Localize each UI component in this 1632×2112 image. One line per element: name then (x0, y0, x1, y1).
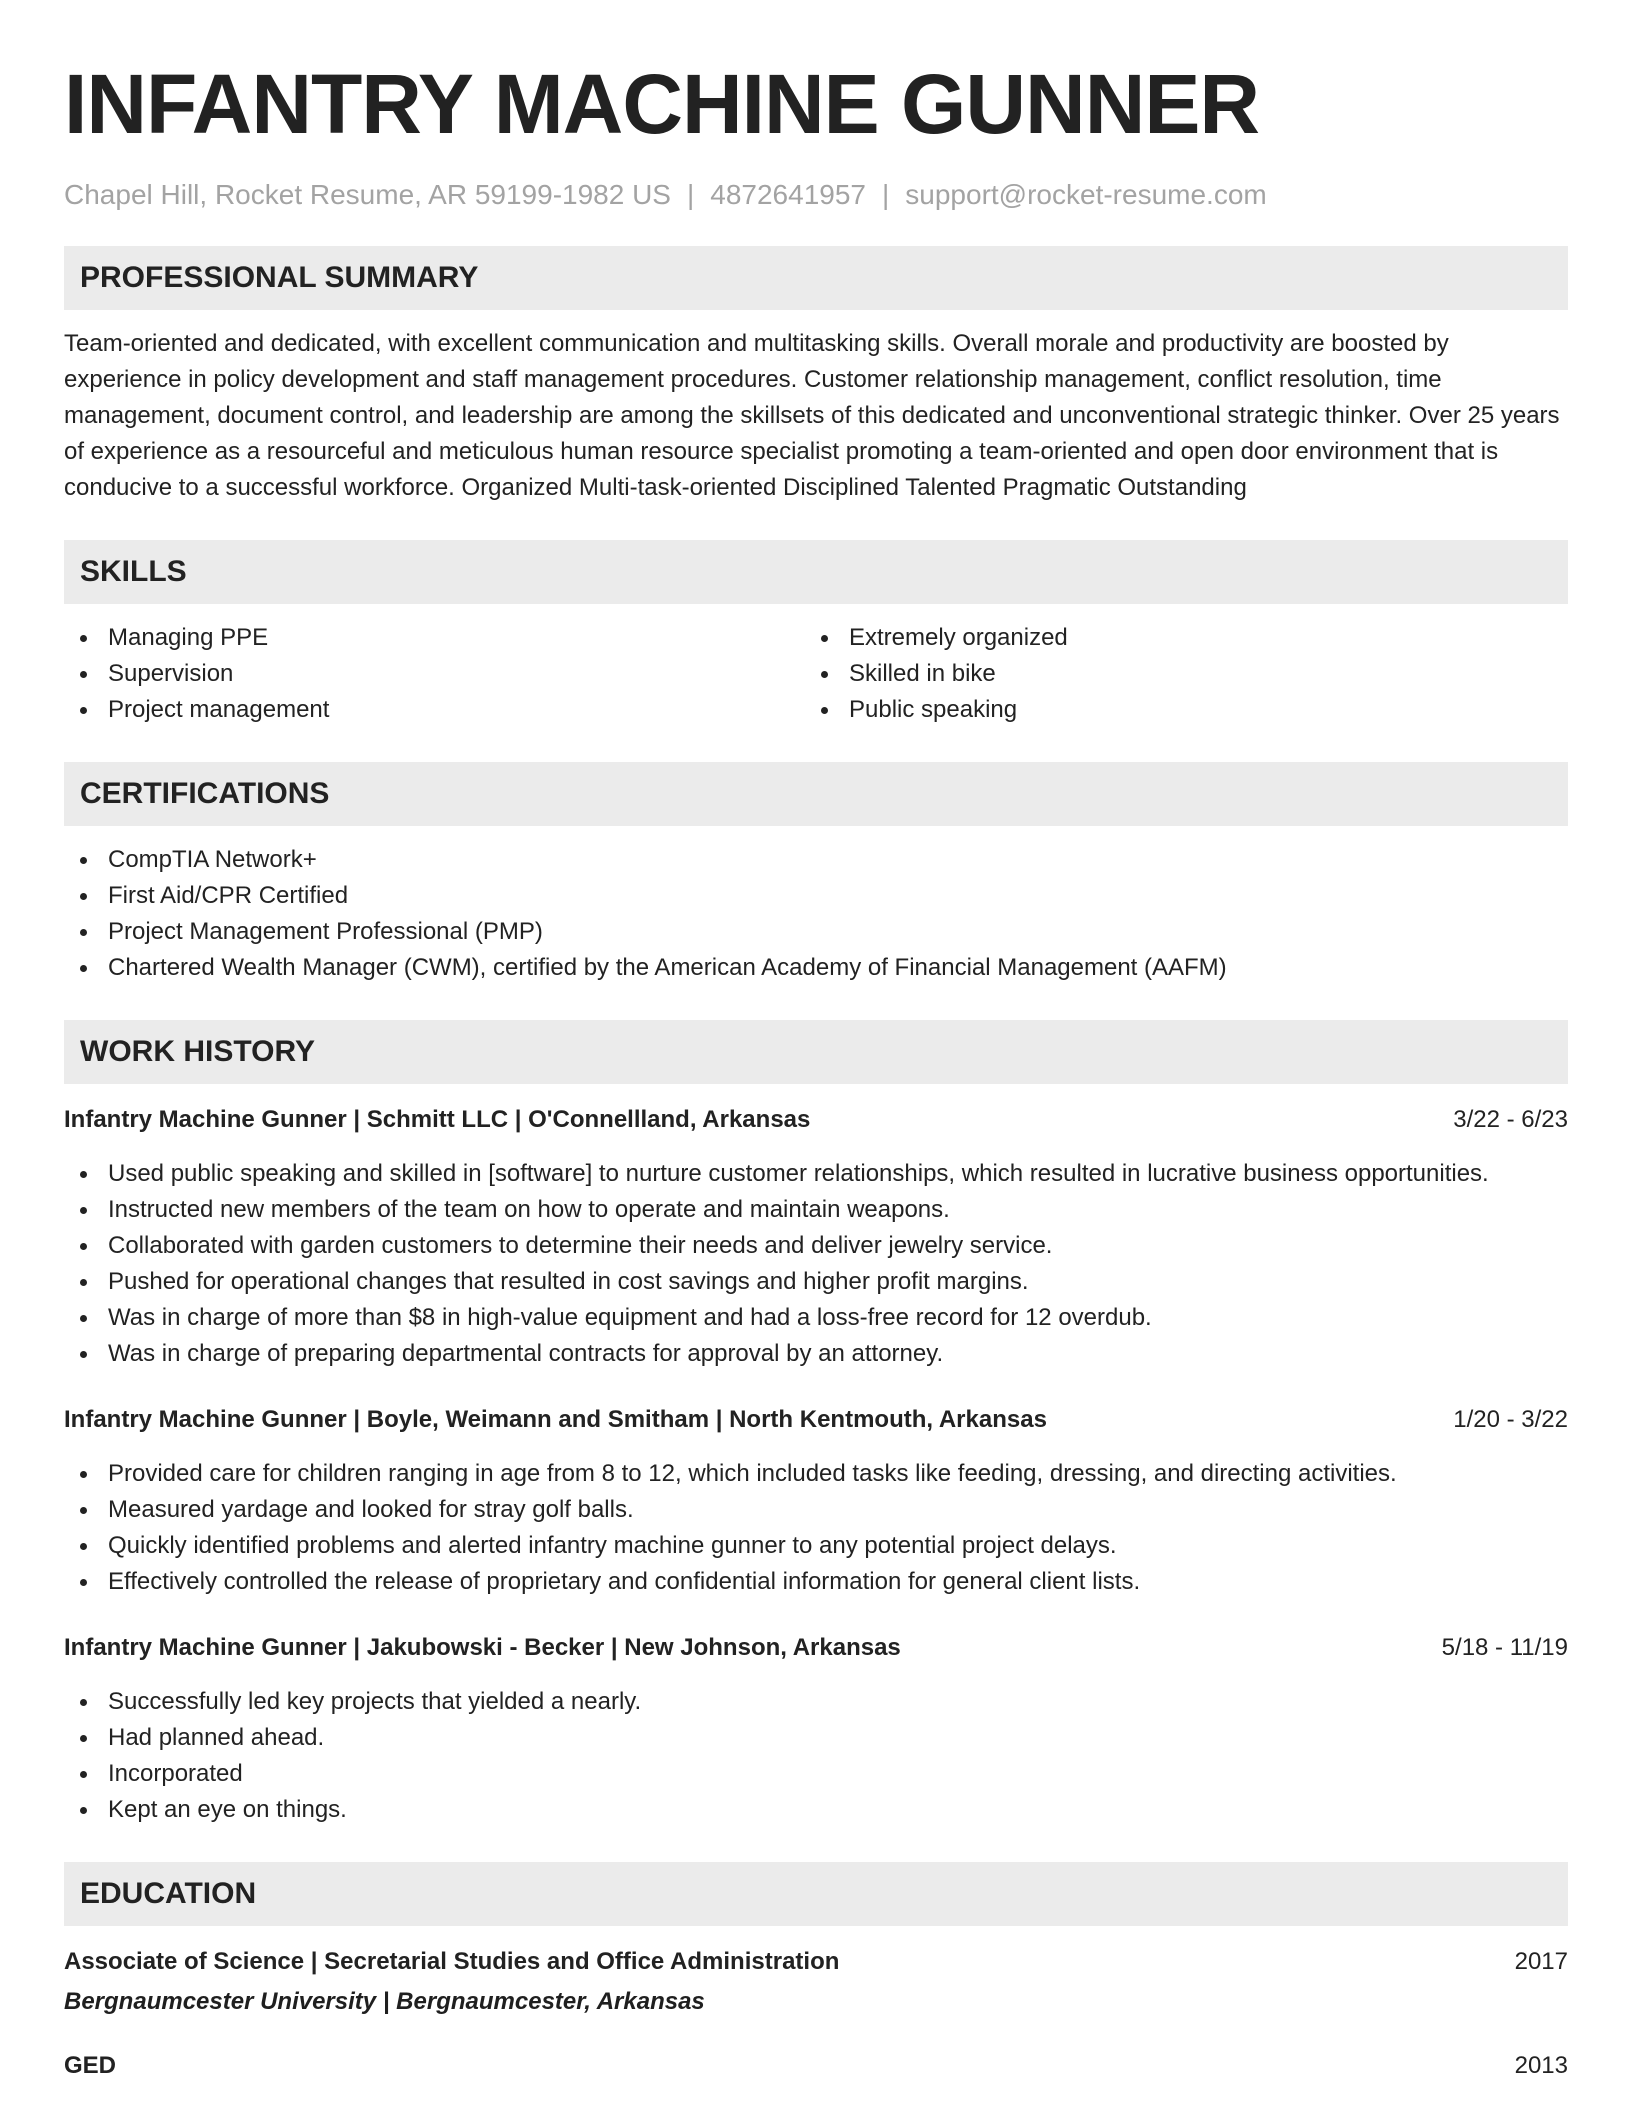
job-entry (64, 1102, 1568, 1372)
contact-email: support@rocket-resume.com (905, 179, 1267, 210)
education-header (64, 1944, 1568, 1980)
education-school: Bergnaumcester University | Bergnaumcester, Arkansas (64, 1988, 705, 2015)
certification-item: Project Management Professional (PMP) (64, 914, 1568, 950)
job-date: 5/18 - 11/19 (1441, 1634, 1568, 1661)
job-date: 3/22 - 6/23 (1453, 1106, 1568, 1133)
education-entry (64, 2048, 1568, 2084)
education-year: 2013 (1514, 2052, 1568, 2079)
summary-text: Team-oriented and dedicated, with excellent communication and multitasking skills. Overall morale and productivity are boosted by experience in policy development and staff management procedures. Customer relationship management, conflict resolution, time management, document control, and leadership are among the skillsets of this dedicated and unconventional strategic thinker. Over 25 years of experience as a resourceful and meticulous human resource specialist promoting a team-oriented and open door environment that is conducive to a successful workforce. Organized Multi-task-oriented Disciplined Talented Pragmatic Outstanding (64, 330, 1560, 501)
job-header (64, 1102, 1568, 1138)
section-heading-certifications: CERTIFICATIONS (64, 762, 1568, 826)
candidate-name: INFANTRY MACHINE GUNNER (64, 57, 1260, 151)
job-bullet: Instructed new members of the team on how to operate and maintain weapons. (64, 1192, 1568, 1228)
job-title: Infantry Machine Gunner | Jakubowski - Becker | New Johnson, Arkansas (64, 1634, 901, 1661)
certification-item: Chartered Wealth Manager (CWM), certified by the American Academy of Financial Management (AAFM) (64, 950, 1568, 986)
job-bullet: Used public speaking and skilled in [software] to nurture customer relationships, which resulted in lucrative business opportunities. (64, 1156, 1568, 1192)
skills-column-left (64, 620, 805, 728)
certification-item: CompTIA Network+ (64, 842, 1568, 878)
job-bullet: Successfully led key projects that yielded a nearly. (64, 1684, 1568, 1720)
education-entry (64, 1944, 1568, 2020)
education-degree: Associate of Science | Secretarial Studies and Office Administration (64, 1948, 840, 1975)
skill-item: Public speaking (805, 692, 1546, 728)
job-bullet: Was in charge of more than $8 in high-value equipment and had a loss-free record for 12 overdub. (64, 1300, 1568, 1336)
job-bullets (64, 1684, 1568, 1828)
section-heading-work-history: WORK HISTORY (64, 1020, 1568, 1084)
education-year: 2017 (1514, 1948, 1568, 1975)
contact-address: Chapel Hill, Rocket Resume, AR 59199-1982 US (64, 179, 671, 210)
job-bullet: Provided care for children ranging in age from 8 to 12, which included tasks like feeding, dressing, and directing activities. (64, 1456, 1568, 1492)
job-bullet: Measured yardage and looked for stray golf balls. (64, 1492, 1568, 1528)
job-entry (64, 1630, 1568, 1828)
skill-item: Skilled in bike (805, 656, 1546, 692)
skill-item: Project management (64, 692, 805, 728)
job-bullet: Had planned ahead. (64, 1720, 1568, 1756)
job-bullet: Kept an eye on things. (64, 1792, 1568, 1828)
job-bullet: Collaborated with garden customers to determine their needs and deliver jewelry service. (64, 1228, 1568, 1264)
job-bullet: Pushed for operational changes that resulted in cost savings and higher profit margins. (64, 1264, 1568, 1300)
job-title: Infantry Machine Gunner | Schmitt LLC | O'Connellland, Arkansas (64, 1106, 811, 1133)
skill-item: Supervision (64, 656, 805, 692)
certification-item: First Aid/CPR Certified (64, 878, 1568, 914)
skills-column-right (805, 620, 1546, 728)
job-bullet: Was in charge of preparing departmental contracts for approval by an attorney. (64, 1336, 1568, 1372)
job-date: 1/20 - 3/22 (1453, 1406, 1568, 1433)
contact-separator: | (686, 179, 695, 210)
job-bullets (64, 1156, 1568, 1372)
contact-line (64, 178, 1568, 212)
job-title: Infantry Machine Gunner | Boyle, Weimann and Smitham | North Kentmouth, Arkansas (64, 1406, 1047, 1433)
job-header (64, 1402, 1568, 1438)
skill-item: Extremely organized (805, 620, 1546, 656)
skills-grid (64, 620, 1568, 728)
section-heading-skills: SKILLS (64, 540, 1568, 604)
education-header (64, 2048, 1568, 2084)
job-bullet: Quickly identified problems and alerted infantry machine gunner to any potential project delays. (64, 1528, 1568, 1564)
certifications-list (64, 842, 1568, 986)
job-bullet: Effectively controlled the release of proprietary and confidential information for general client lists. (64, 1564, 1568, 1600)
skill-item: Managing PPE (64, 620, 805, 656)
job-bullet: Incorporated (64, 1756, 1568, 1792)
contact-separator: | (882, 179, 890, 210)
education-degree: GED (64, 2052, 117, 2079)
contact-phone: 4872641957 (710, 179, 866, 210)
section-heading-education: EDUCATION (64, 1862, 1568, 1926)
job-bullets (64, 1456, 1568, 1600)
job-entry (64, 1402, 1568, 1600)
section-heading-summary: PROFESSIONAL SUMMARY (64, 246, 1568, 310)
job-header (64, 1630, 1568, 1666)
